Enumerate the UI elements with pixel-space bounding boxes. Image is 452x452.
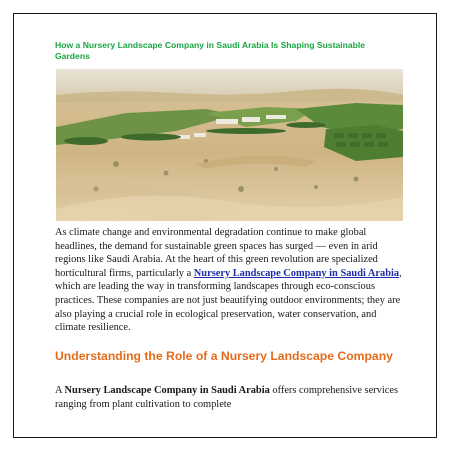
- services-paragraph: [55, 384, 405, 411]
- services-text: offers comprehensive services ranging from plant cultivation to complete: [55, 385, 398, 410]
- nursery-company-link[interactable]: Nursery Landscape Company in Saudi Arabia: [193, 267, 400, 279]
- document-page: [13, 13, 437, 438]
- services-prefix: A: [55, 385, 65, 396]
- intro-paragraph: [55, 226, 405, 335]
- intro-text-start: As climate change and environmental degradation continue to make global headlines, the demand for sustainable green spaces has surged — even in arid regions like Saudi Arabia. At the heart of this green revolution are specialized horticultural firms, particularly a: [55, 227, 378, 279]
- intro-text-end: , which are leading the way in transforming landscapes through eco-conscious practices. These companies are not just beautifying outdoor environments; they are also playing a crucial role in ecological preservation, water conservation, and climate resilience.: [55, 267, 402, 334]
- section-heading: Understanding the Role of a Nursery Landscape Company: [55, 349, 393, 363]
- services-company-name: Nursery Landscape Company in Saudi Arabia: [64, 385, 270, 396]
- article-title: How a Nursery Landscape Company in Saudi Arabia Is Shaping Sustainable Gardens: [55, 40, 366, 61]
- nursery-aerial-photo: [56, 69, 403, 221]
